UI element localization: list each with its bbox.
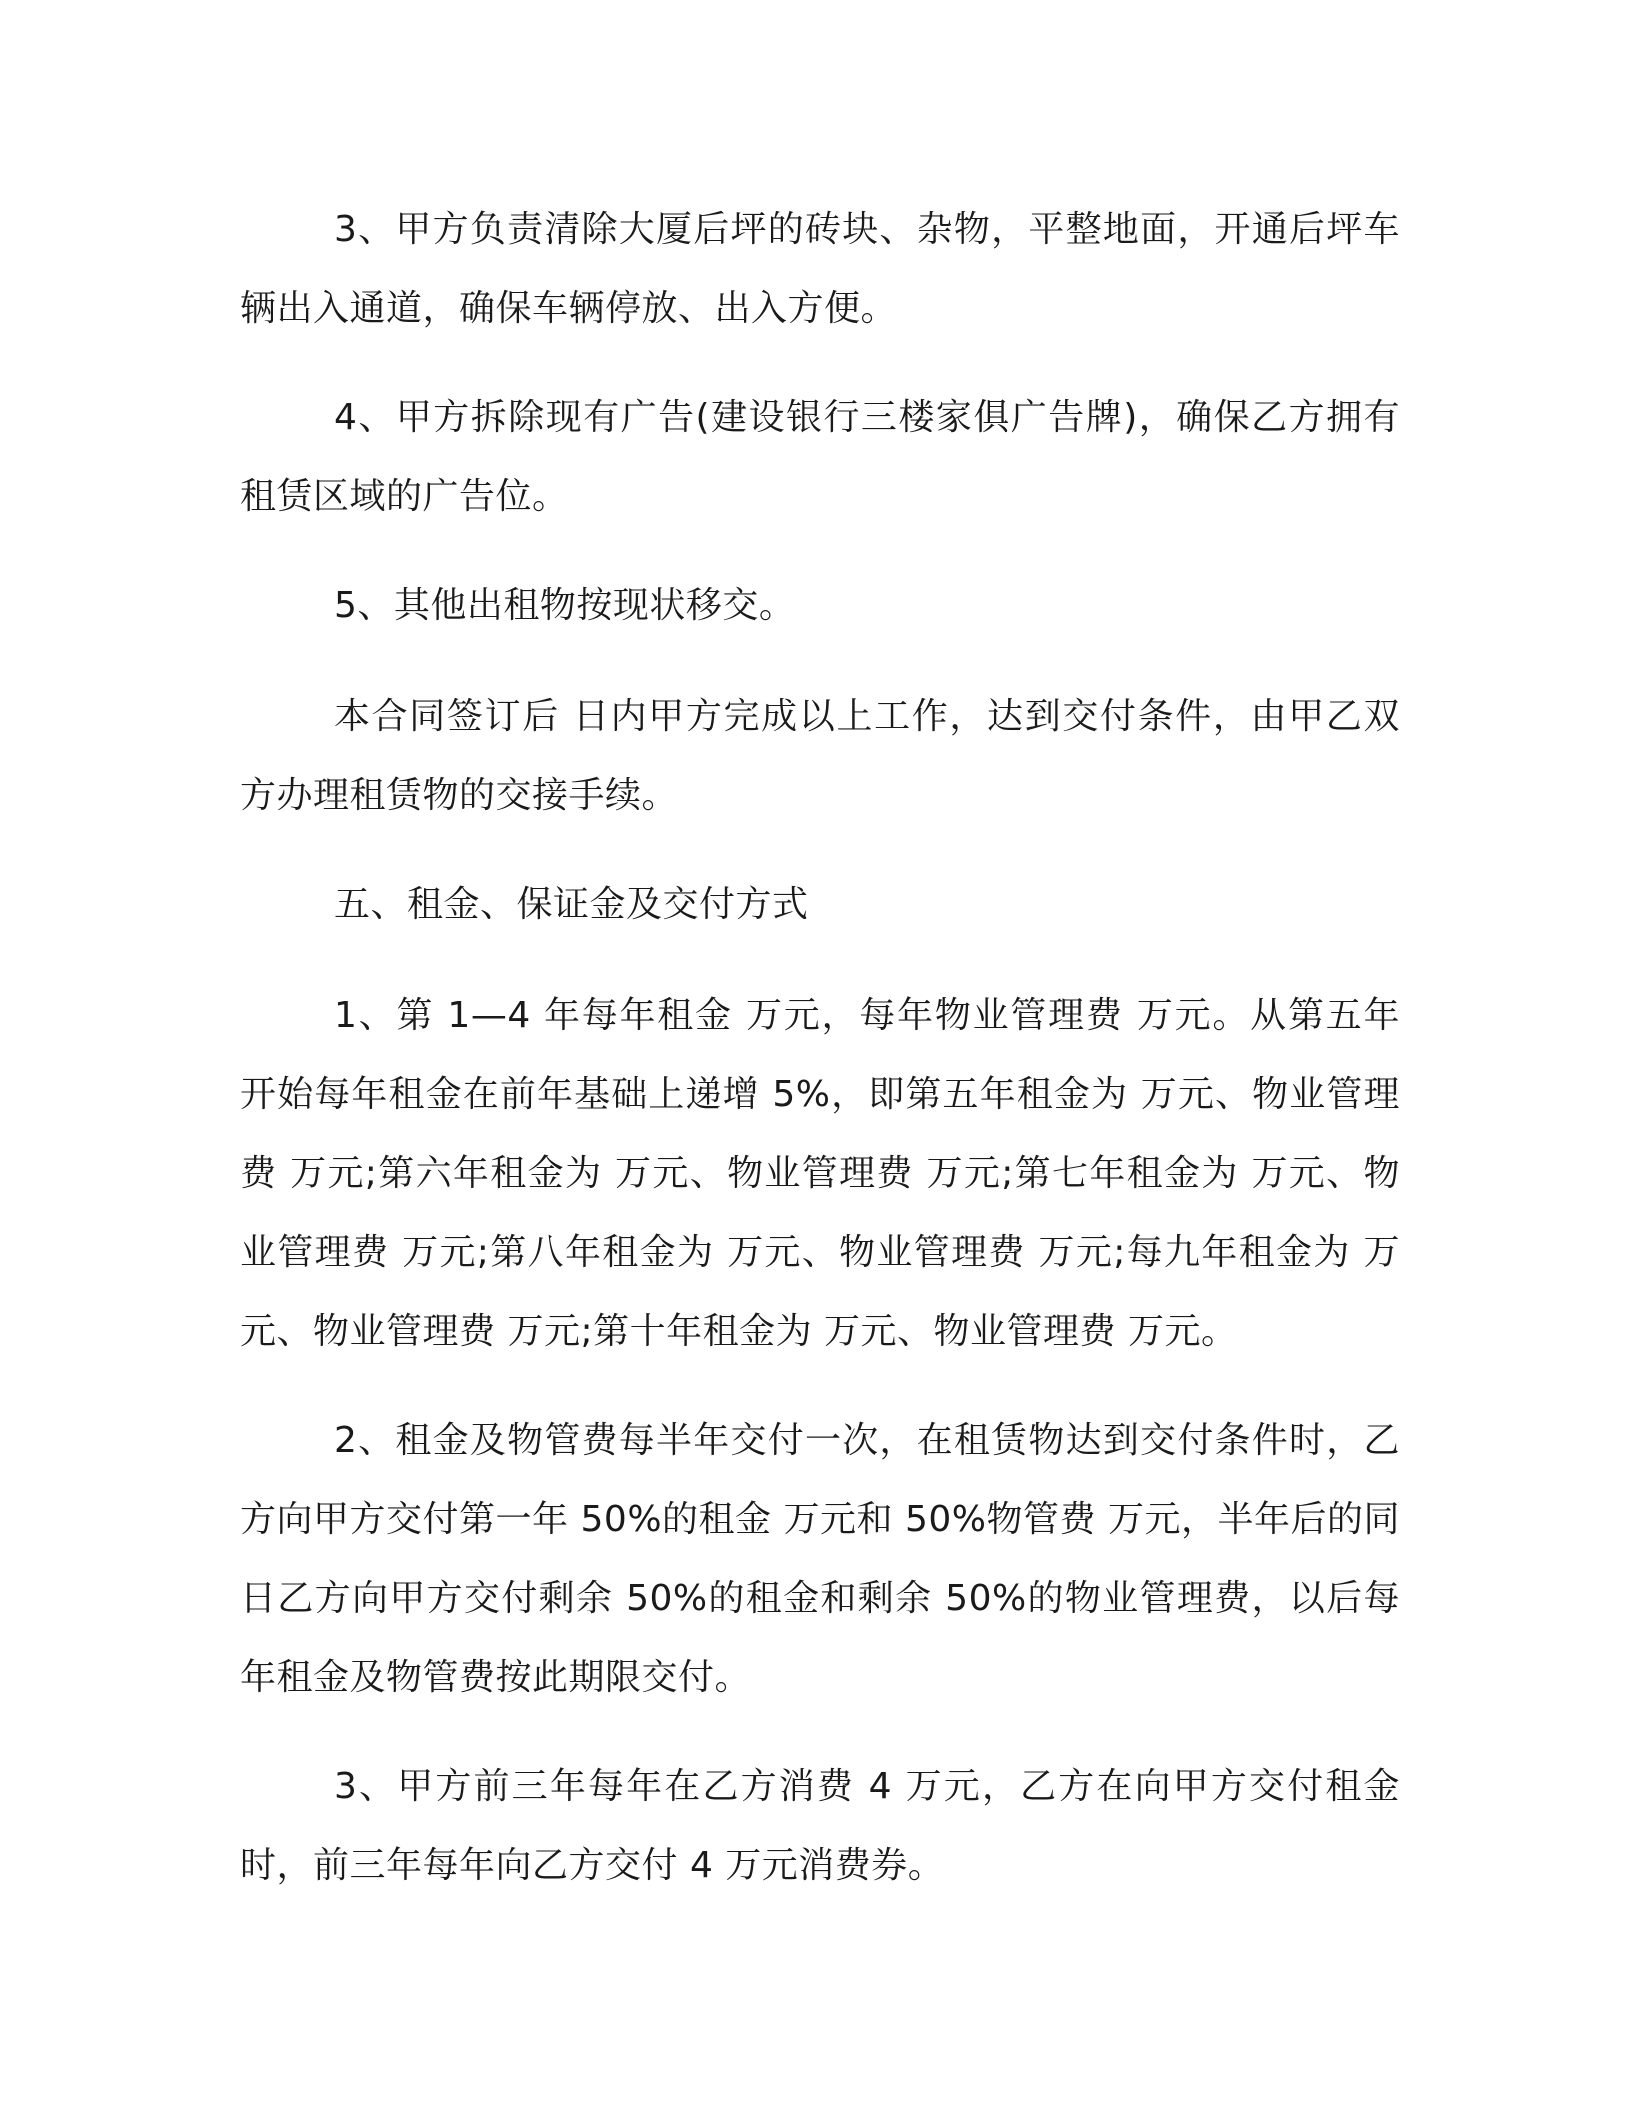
paragraph-delivery-terms: 本合同签订后 日内甲方完成以上工作，达到交付条件，由甲乙双方办理租赁物的交接手续。 — [240, 696, 1400, 816]
paragraph-clause-5-handover: 5、其他出租物按现状移交。 — [334, 585, 796, 626]
paragraph-rent-clause-1: 1、第 1—4 年每年租金 万元，每年物业管理费 万元。从第五年开始每年租金在前年基础上递增 5%，即第五年租金为 万元、物业管理费 万元;第六年租金为 万元、物业管理费 万元;第七年租金为 万元、物业管理费 万元;第八年租金为 万元、物业管理费 万元;每九年租金为 万元、物业管理费 万元;第十年租金为 万元、物业管理费 万元。 — [240, 995, 1400, 1352]
paragraph-clause-3-cleanup: 3、甲方负责清除大厦后坪的砖块、杂物，平整地面，开通后坪车辆出入通道，确保车辆停放、出入方便。 — [240, 209, 1400, 329]
paragraph-clause-4-advertising: 4、甲方拆除现有广告(建设银行三楼家俱广告牌)，确保乙方拥有租赁区域的广告位。 — [240, 397, 1400, 517]
document-page — [240, 190, 1400, 1935]
section-heading-rent-deposit: 五、租金、保证金及交付方式 — [334, 884, 809, 925]
paragraph-rent-clause-3: 3、甲方前三年每年在乙方消费 4 万元，乙方在向甲方交付租金时，前三年每年向乙方交付 4 万元消费券。 — [240, 1766, 1400, 1886]
paragraph-rent-clause-2: 2、租金及物管费每半年交付一次，在租赁物达到交付条件时，乙方向甲方交付第一年 50%的租金 万元和 50%物管费 万元，半年后的同日乙方向甲方交付剩余 50%的租金和剩余 50%的物业管理费，以后每年租金及物管费按此期限交付。 — [240, 1420, 1400, 1698]
